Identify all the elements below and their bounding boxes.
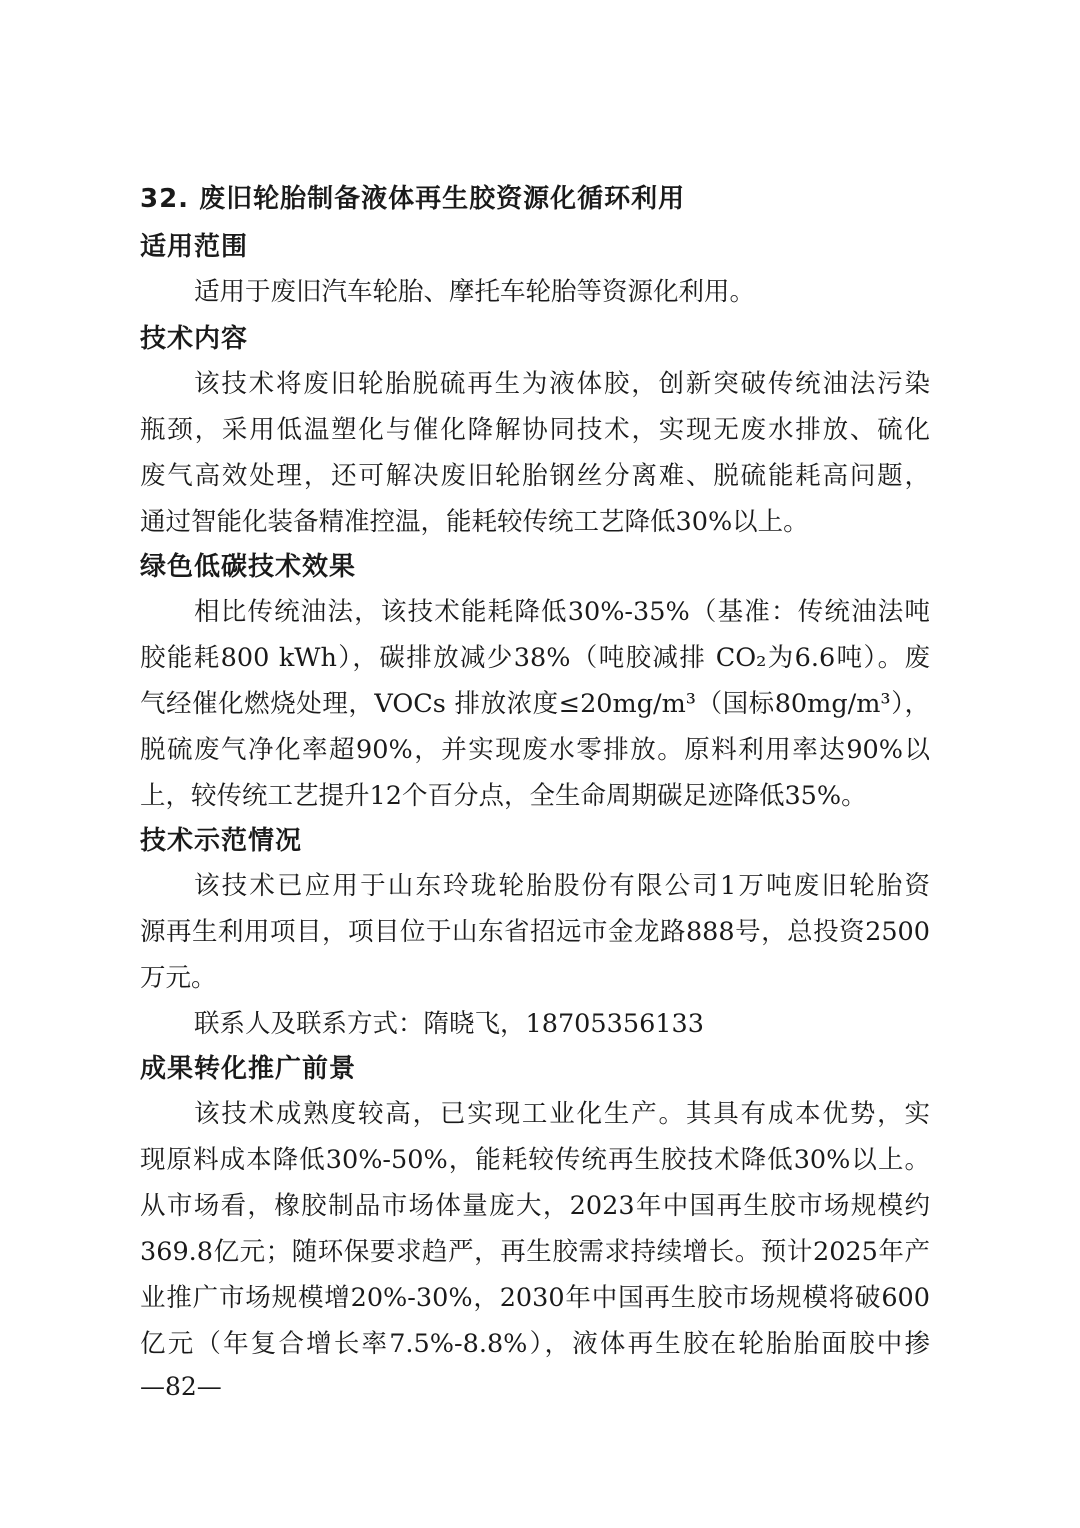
paragraph-line: 瓶颈，采用低温塑化与催化降解协同技术，实现无废水排放、硫化 — [140, 415, 930, 445]
paragraph-line: 上，较传统工艺提升12个百分点，全生命周期碳足迹降低35%。 — [140, 781, 867, 811]
contact-line: 联系人及联系方式：隋晓飞，18705356133 — [194, 1009, 704, 1039]
paragraph-line: 通过智能化装备精准控温，能耗较传统工艺降低30%以上。 — [140, 507, 809, 537]
paragraph-line: 废气高效处理，还可解决废旧轮胎钢丝分离难、脱硫能耗高问题， — [140, 461, 930, 491]
heading-effect: 绿色低碳技术效果 — [140, 552, 357, 582]
paragraph-line: 相比传统油法，该技术能耗降低30%-35%（基准：传统油法吨 — [194, 597, 930, 627]
paragraph-line: 气经催化燃烧处理，VOCs 排放浓度≤20mg/m³（国标80mg/m³）， — [140, 689, 930, 719]
paragraph-line: 从市场看，橡胶制品市场体量庞大，2023年中国再生胶市场规模约 — [140, 1191, 930, 1221]
section-title: 32. 废旧轮胎制备液体再生胶资源化循环利用 — [140, 184, 686, 214]
paragraph-line: 脱硫废气净化率超90%，并实现废水零排放。原料利用率达90%以 — [140, 735, 930, 765]
paragraph-line: 业推广市场规模增20%-30%，2030年中国再生胶市场规模将破600 — [140, 1283, 930, 1313]
paragraph-line: 现原料成本降低30%-50%，能耗较传统再生胶技术降低30%以上。 — [140, 1145, 930, 1175]
paragraph-line: 该技术成熟度较高，已实现工业化生产。其具有成本优势，实 — [194, 1099, 930, 1129]
page-number: —82— — [140, 1372, 222, 1401]
heading-prospect: 成果转化推广前景 — [140, 1054, 357, 1084]
paragraph-line: 该技术将废旧轮胎脱硫再生为液体胶，创新突破传统油法污染 — [194, 369, 930, 399]
heading-content: 技术内容 — [140, 324, 249, 354]
paragraph-line: 源再生利用项目，项目位于山东省招远市金龙路888号，总投资2500 — [140, 917, 930, 947]
heading-scope: 适用范围 — [140, 232, 249, 262]
paragraph-line: 该技术已应用于山东玲珑轮胎股份有限公司1万吨废旧轮胎资 — [194, 871, 930, 901]
paragraph-line: 胶能耗800 kWh），碳排放减少38%（吨胶减排 CO₂为6.6吨）。废 — [140, 643, 930, 673]
paragraph-line: 适用于废旧汽车轮胎、摩托车轮胎等资源化利用。 — [194, 277, 756, 307]
paragraph-line: 369.8亿元；随环保要求趋严，再生胶需求持续增长。预计2025年产 — [140, 1237, 930, 1267]
paragraph-line: 万元。 — [140, 963, 217, 993]
heading-demo: 技术示范情况 — [140, 826, 303, 856]
paragraph-line: 亿元（年复合增长率7.5%-8.8%），液体再生胶在轮胎胎面胶中掺 — [140, 1329, 930, 1359]
